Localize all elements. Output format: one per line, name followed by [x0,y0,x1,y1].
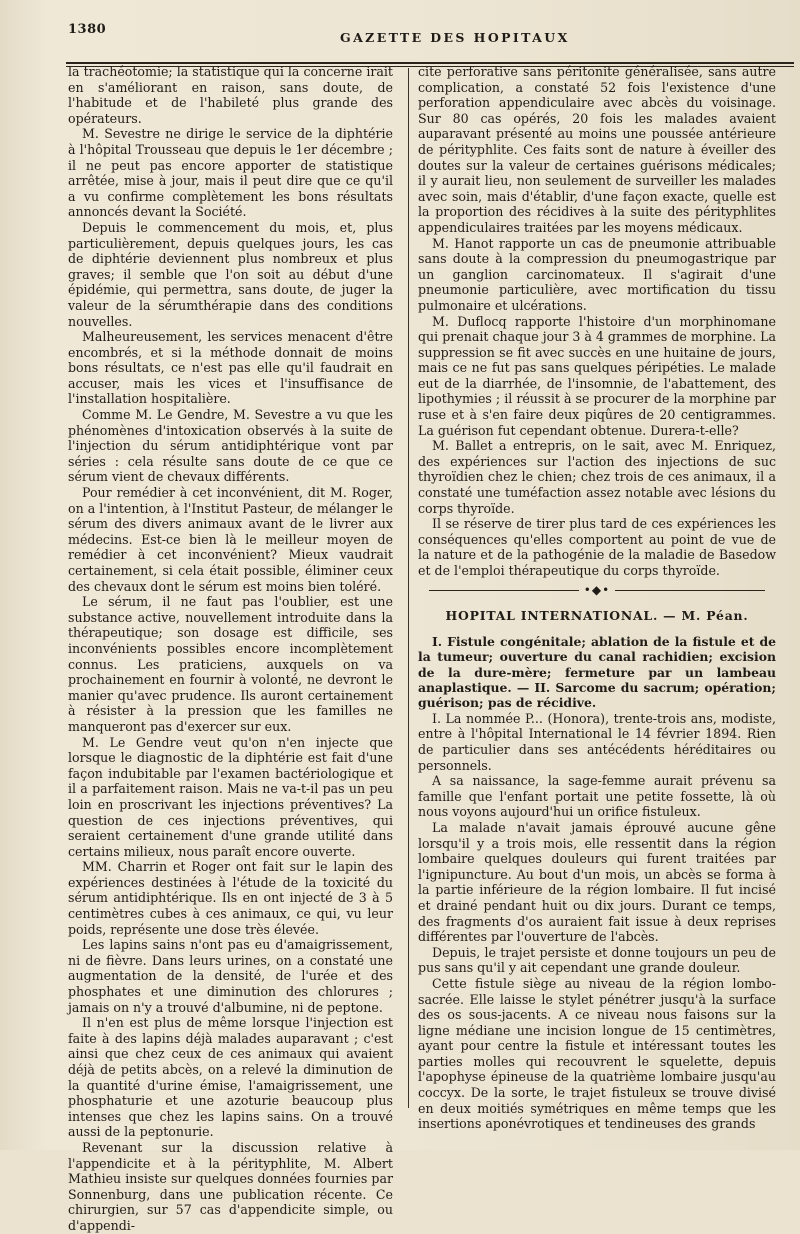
right-column [418,64,776,1132]
paragraph: la trachéotomie; la statistique qui la concerne irait en s'améliorant en raison, sans doute, de l'habitude et de l'habileté plus grande des opérateurs. [68,64,393,126]
paragraph: La malade n'avait jamais éprouvé aucune gêne lorsqu'il y a trois mois, elle ressentit dans la région lombaire quelques douleurs qui furent traitées par l'ignipuncture. Au bout d'un mois, un abcès se forma à la partie inférieure de la région lombaire. Il fut incisé et drainé pendant huit ou dix jours. Durant ce temps, des fragments d'os auraient fait issue à deux reprises différentes par l'ouverture de l'abcès. [418,819,776,945]
paragraph: M. Hanot rapporte un cas de pneumonie attribuable sans doute à la compression du pneumogastrique par un ganglion carcinomateux. Il s'agirait d'une pneumonie particulière, avec mortification du tissu pulmonaire et ulcérations. [418,235,776,313]
separator-line-right [615,590,765,591]
paragraph: M. Ballet a entrepris, on le sait, avec M. Enriquez, des expériences sur l'action des injections de suc thyroïdien chez le chien; chez trois de ces animaux, il a constaté une tuméfaction assez notable avec lésions du corps thyroïde. [418,438,776,516]
paragraph: A sa naissance, la sage-femme aurait prévenu sa famille que l'enfant portait une petite fossette, là où nous voyons aujourd'hui un orifice fistuleux. [418,773,776,820]
page-number: 1380 [68,22,107,37]
left-column [68,64,393,1234]
journal-title: GAZETTE DES HOPITAUX [340,30,570,45]
case-heading: I. Fistule congénitale; ablation de la fistule et de la tumeur; ouverture du canal rachidien; excision de la dure-mère; fermeture par un lambeau anaplastique. — II. Sarcome du sacrum; opération; guérison; pas de récidive. [418,633,776,711]
paragraph: M. Le Gendre veut qu'on n'en injecte que lorsque le diagnostic de la diphtérie est fait d'une façon indubitable par l'examen bactériologique et il a parfaitement raison. Mais ne va-t-il pas un peu loin en proscrivant les injections préventives? La question de ces injections préventives, qui seraient certainement d'une grande utilité dans certains milieux, nous paraît encore ouverte. [68,734,393,859]
page-header [0,18,800,58]
paragraph: Les lapins sains n'ont pas eu d'amaigrissement, ni de fièvre. Dans leurs urines, on a constaté une augmentation de la densité, de l'urée et des phosphates et une diminution des chlorures ; jamais on n'y a trouvé d'albumine, ni de peptone. [68,937,393,1015]
paragraph: M. Duflocq rapporte l'histoire d'un morphinomane qui prenait chaque jour 3 à 4 grammes de morphine. La suppression se fit avec succès en une huitaine de jours, mais ce ne fut pas sans quelques péripéties. Le malade eut de la diarrhée, de l'insomnie, de l'abattement, des lipothymies ; il réussit à se procurer de la morphine par ruse et à s'en faire deux piqûres de 20 centigrammes. La guérison fut cependant obtenue. Durera-t-elle? [418,313,777,438]
paragraph: Comme M. Le Gendre, M. Sevestre a vu que les phénomènes d'intoxication observés à la suite de l'injection du sérum antidiphtérique vont par séries : cela résulte sans doute de ce que ce sérum vient de chevaux différents. [68,407,393,485]
separator-line-left [429,590,579,591]
paragraph: Il se réserve de tirer plus tard de ces expériences les conséquences qu'elles comportent au point de vue de la nature et de la pathogénie de la maladie de Basedow et de l'emploi thérapeutique du corps thyroïde. [418,516,776,578]
section-heading: HOPITAL INTERNATIONAL. — M. Péan. [445,608,749,624]
paragraph: cite perforative sans péritonite généralisée, sans autre complication, a constaté 52 fois l'existence d'une perforation appendiculaire avec abcès du voisinage. Sur 80 cas opérés, 20 fois les malades avaient auparavant présenté au moins une poussée antérieure de pérityphlite. Ces faits sont de nature à éveiller des doutes sur la valeur de certaines guérisons médicales; il y aurait lieu, non seulement de surveiller les malades avec soin, mais d'établir, d'une façon exacte, quelle est la proportion des récidives à la suite des pérityphlites appendiculaires traitées par les moyens médicaux. [418,64,776,235]
paragraph: Pour remédier à cet inconvénient, dit M. Roger, on a l'intention, à l'Institut Pasteur, de mélanger le sérum des divers animaux avant de le livrer aux médecins. Est-ce bien là le meilleur moyen de remédier à cet inconvénient? Mieux vaudrait certainement, si cela était possible, éliminer ceux des chevaux dont le sérum est moins bien toléré. [68,485,393,594]
paragraph: I. La nommée P... (Honora), trente-trois ans, modiste, entre à l'hôpital International le 14 février 1894. Rien de particulier dans ses antécédents héréditaires ou personnels. [418,710,776,773]
paragraph: M. Sevestre ne dirige le service de la diphtérie à l'hôpital Trousseau que depuis le 1er décembre ; il ne peut pas encore apporter de statistique arrêtée, mise à jour, mais il peut dire que ce qu'il a vu confirme complètement les bons résultats annoncés devant la Société. [68,126,393,220]
paragraph: Depuis, le trajet persiste et donne toujours un peu de pus sans qu'il y ait cependant une grande douleur. [418,944,776,976]
section-separator [418,583,776,599]
paragraph: Malheureusement, les services menacent d'être encombrés, et si la méthode donnait de moins bons résultats, ce n'est pas elle qu'il faudrait en accuser, mais les vices et l'insuffisance de l'installation hospitalière. [68,329,393,407]
paragraph: MM. Charrin et Roger ont fait sur le lapin des expériences destinées à l'étude de la toxicité du sérum antidiphtérique. Ils en ont injecté de 3 à 5 centimètres cubes à ces animaux, ce qui, vu leur poids, représente une dose très élevée. [68,859,393,937]
separator-ornament: •◆• [583,582,611,597]
column-divider [408,68,409,1108]
paragraph: Cette fistule siège au niveau de la région lombo-sacrée. Elle laisse le stylet pénétrer jusqu'à la surface des os sous-jacents. A ce niveau nous faisons sur la ligne médiane une incision longue de 15 centimètres, ayant pour centre la fistule et intéressant toutes les parties molles qui recouvrent le squelette, depuis l'apophyse épineuse de la quatrième lombaire jusqu'au coccyx. De la sorte, le trajet fistuleux se trouve divisé en deux moitiés symétriques en même temps que les insertions aponévrotiques et tendineuses des grands [418,975,776,1132]
paragraph: Revenant sur la discussion relative à l'appendicite et à la pérityphlite, M. Albert Mathieu insiste sur quelques données fournies par Sonnenburg, dans une publication récente. Ce chirurgien, sur 57 cas d'appendicite simple, ou d'appendi- [68,1139,393,1233]
paragraph: Il n'en est plus de même lorsque l'injection est faite à des lapins déjà malades auparavant ; c'est ainsi que chez ceux de ces animaux qui avaient déjà de petits abcès, on a relevé la diminution de la quantité d'urine émise, l'amaigrissement, une phosphaturie et une azoturie beaucoup plus intenses que chez les lapins sains. On a trouvé aussi de la peptonurie. [68,1015,393,1140]
paragraph: Depuis le commencement du mois, et, plus particulièrement, depuis quelques jours, les cas de diphtérie deviennent plus nombreux et plus graves; il semble que l'on soit au début d'une épidémie, qui permettra, sans doute, de juger la valeur de la sérumthérapie dans des conditions nouvelles. [68,219,393,329]
paragraph: Le sérum, il ne faut pas l'oublier, est une substance active, nouvellement introduite dans la thérapeutique; son dosage est difficile, ses inconvénients possibles encore incomplètement connus. Les praticiens, auxquels on va prochainement en fournir à volonté, ne devront le manier qu'avec prudence. Ils auront certainement à résister à la pression que les familles ne manqueront pas d'exercer sur eux. [68,594,393,734]
